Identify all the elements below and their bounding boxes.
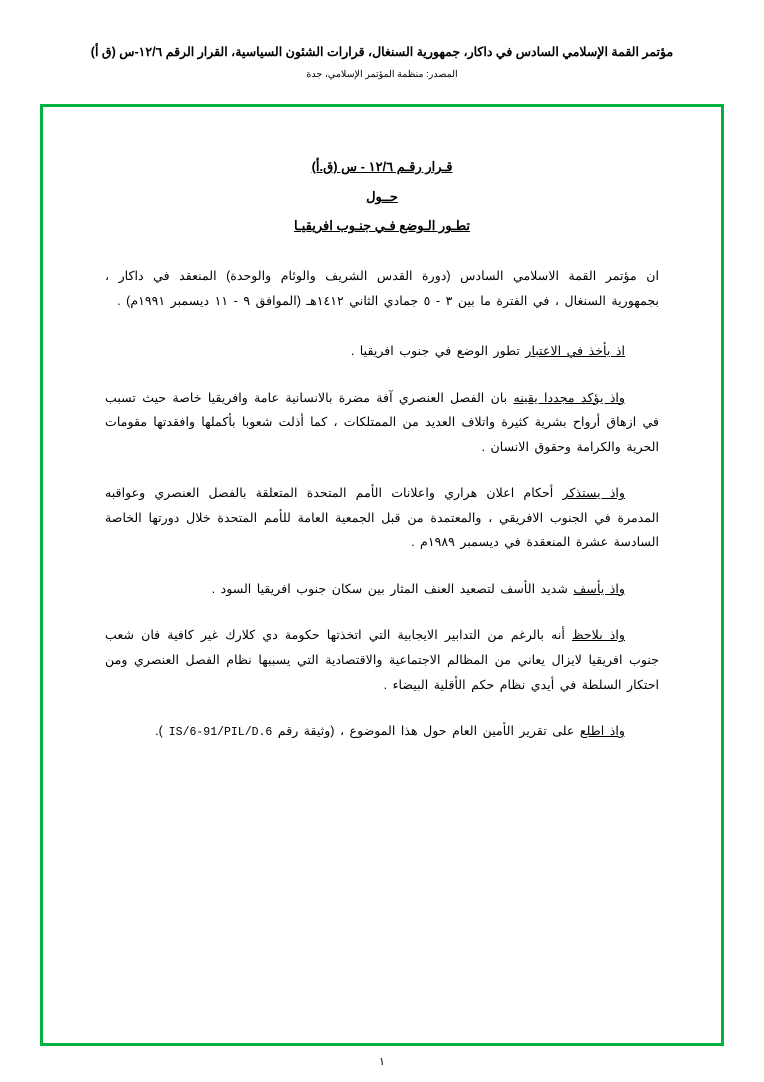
paragraph-6 xyxy=(105,719,659,744)
paragraph-text: تطور الوضع في جنوب افريقيا . xyxy=(350,344,520,359)
resolution-about-label: حــول xyxy=(366,189,398,204)
paragraph-text: أحكام اعلان هراري واعلانات الأمم المتحدة المتعلقة بالفصل العنصري وعواقبه المدمرة في الجنوب الافريقي ، والمعتمدة من قبل الجمعية العامة للأمم المتحدة خلال دورتها الخاصة السادسة عشرة المنعقدة في ديسمبر ١٩٨٩م . xyxy=(105,486,659,550)
resolution-subject: تطـور الـوضع فـي جنـوب افريقيـا xyxy=(293,218,471,233)
paragraph-text: على تقرير الأمين العام حول هذا الموضوع ، (وثيقة رقم xyxy=(277,724,575,739)
paragraph-lead: واذ اطلع xyxy=(579,724,625,739)
paragraph-5 xyxy=(105,623,659,697)
document-reference: IS/6-91/PIL/D.6 xyxy=(168,726,273,740)
paragraph-lead: اذ يأخذ في الاعتبار xyxy=(525,344,625,359)
document-frame xyxy=(40,104,724,1046)
paragraph-text: شديد الأسف لتصعيد العنف المثار بين سكان جنوب افريقيا السود . xyxy=(211,581,568,596)
header-title: مؤتمر القمة الإسلامي السادس في داكار، جمهورية السنغال، قرارات الشئون السياسية، القرار الرقم ١٢/٦-س (ق أ) xyxy=(90,45,674,59)
document-body xyxy=(43,107,721,1043)
header-source: المصدر: منظمة المؤتمر الإسلامي، جدة xyxy=(306,68,458,80)
page-header xyxy=(0,44,764,80)
paragraph-1 xyxy=(105,339,659,364)
paragraph-text: أنه بالرغم من التدابير الايجابية التي اتخذتها حكومة دي كلارك غير كافية فان شعب جنوب افريقيا لايزال يعاني من المظالم الاجتماعية والاقتصادية التي يسببها نظام الفصل العنصري ومن احتكار السلطة في أيدي نظام حكم الأقلية البيضاء . xyxy=(105,628,659,692)
resolution-number: قـرار رقـم ١٢/٦ - س (ق.أ) xyxy=(311,159,453,174)
paragraph-text: بان الفصل العنصري آفة مضرة بالانسانية عامة وافريقيا خاصة حيث تسبب في ازهاق أرواح بشرية كثيرة واتلاف العديد من الممتلكات ، كما أذلت شعوبا بأكملها وافقدتها مقومات الحرية والكرامة وحقوق الانسان . xyxy=(105,390,659,454)
paragraph-text: ان مؤتمر القمة الاسلامي السادس (دورة القدس الشريف والوئام والوحدة) المنعقد في داكار ، بجمهورية السنغال ، في الفترة ما بين ٣ - ٥ جمادي الثاني ١٤١٢هـ (الموافق ٩ - ١١ ديسمبر ١٩٩١م) . xyxy=(105,269,659,308)
paragraph-preamble xyxy=(105,264,659,313)
paragraph-lead: واذ يأسف xyxy=(573,581,625,596)
paragraph-text-after: ). xyxy=(155,724,163,739)
paragraph-4 xyxy=(105,577,659,602)
paragraph-lead: واذ يؤكد مجددا يقينه xyxy=(513,390,626,405)
paragraph-2 xyxy=(105,386,659,460)
paragraph-lead: واذ يستذكر xyxy=(562,486,626,501)
paragraph-3 xyxy=(105,481,659,555)
paragraph-lead: واذ يلاحظ xyxy=(571,628,625,643)
page-number: ١ xyxy=(379,1056,385,1068)
